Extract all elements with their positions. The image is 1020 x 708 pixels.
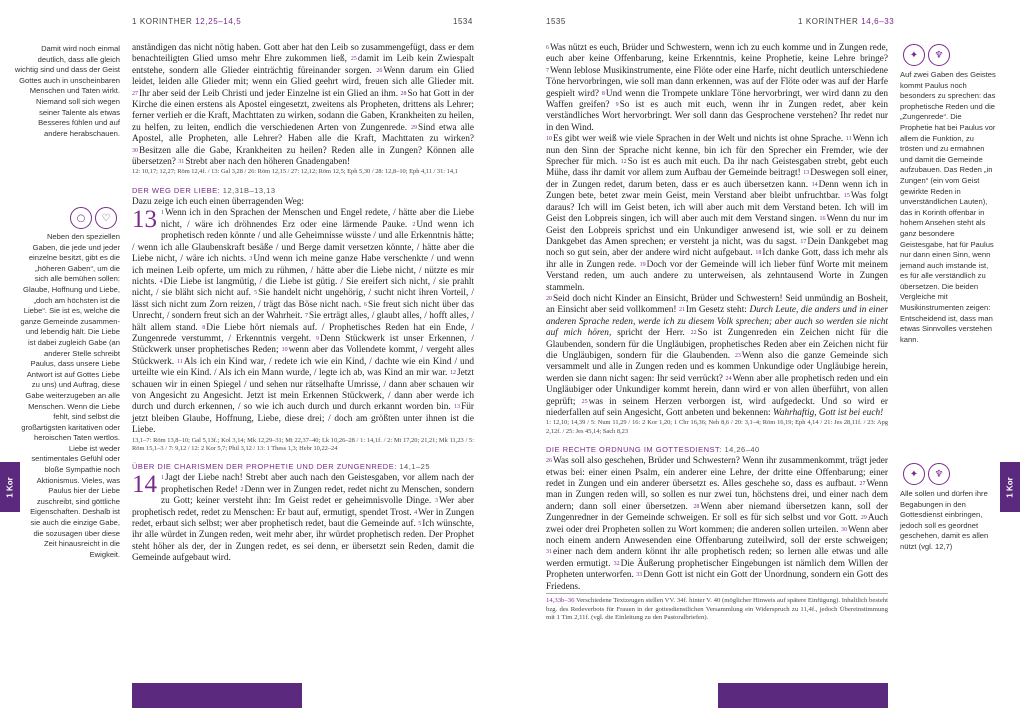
dove-icon-2: ✦ — [903, 463, 925, 485]
right-page-number: 1535 — [546, 17, 566, 26]
right-runhead-book: 1 KORINTHER — [798, 17, 859, 26]
left-runhead-ref: 12,25–14,5 — [195, 17, 242, 26]
paragraph-14: 14 1Jagt der Liebe nach! Strebt aber auch nach den Geistesgaben, vor allem nach der prophetischen Rede! 2Denn wer in Zungen redet, redet nicht zu Menschen, sondern zu Gott; keiner versteht ihn: Im Geist redet er geheimnisvolle Dinge. 3Wer aber prophetisch redet, redet zu Menschen: Er baut auf, ermutigt, spendet Trost. 4Wer in Zungen redet, erbaut sich selbst; wer aber prophetisch redet, baut die Gemeinde auf. 5Ich wünschte, ihr alle würdet in Zungen reden, weit mehr aber, ihr würdet prophetisch reden. Der Prophet steht höher als der, der in Zungen redet, es sei denn, er übersetzt sein Reden, damit die Gemeinde aufgebaut wird. — [132, 471, 474, 564]
paragraph-14-10: 10Es gibt wer weiß wie viele Sprachen in der Welt und nichts ist ohne Sprache. 11Wenn ich nun den Sinn der Sprache nicht kenne, bin ich für den Sprecher ein Fremder, wie der Sprecher für mich. 12So ist es auch mit euch. Da ihr nach Geistesgaben strebt, gebt euch Mühe, dass ihr damit vor allem zum Aufbau der Gemeinde beitragt! 13Deswegen soll einer, der in Zungen redet, darum beten, dass er es auch übersetzen kann. 14Denn wenn ich in Zungen bete, betet zwar mein Geist, mein Verstand aber bleibt unfruchtbar. 15Was folgt daraus? Ich will im Geist beten, ich will aber auch mit dem Verstand beten. Ich will im Geist den Lobpreis singen, ich will aber auch mit dem Verstand singen. 16Wenn du nur im Geist den Lobpreis sprichst und ein Unkundiger anwesend ist, wie soll er zu deinem Dankgebet das Amen sprechen; er versteht ja nicht, was du sagst. 17Dein Dankgebet mag noch so gut sein, aber der andere wird nicht aufgebaut. 18Ich danke Gott, dass ich mehr als ihr alle in Zungen rede. 19Doch vor der Gemeinde will ich lieber fünf Worte mit meinem Verstand reden, um auch andere zu unterweisen, als zehntausend Worte in Zungen stammeln. — [546, 134, 889, 293]
left-page-number: 1534 — [453, 17, 473, 26]
right-text-column — [546, 43, 888, 622]
right-margin-note-1: Auf zwei Gaben des Geistes kommt Paulus noch besonders zu sprechen: das prophetische Reden und die „Zungenrede“. Die Prophetie hat bei Paulus vor allem die Funktion, zu trösten und zu ermahnen und damit die Gemeinde aufzubauen. Das Reden „in Zungen“ (ein vom Geist gewirkte Reden in unverständlichen Lauten), das in Korinth offenbar in hohem Ansehen steht als ganz besondere Geistesgabe, hat für Paulus nur dann einen Sinn, wenn jemand auch imstande ist, es für alle verständlich zu übersetzen. Die beiden Vergleiche mit Musikinstrumenten zeigen: Entscheidend ist, dass man etwas Sinnvolles verstehen kann. — [900, 70, 996, 344]
lyre-icon-2: ♆ — [928, 463, 950, 485]
right-page — [510, 0, 1020, 708]
left-cross-references-1: 12: 10,17; 12,27; Röm 12,4f. / 13: Gal 3,28 / 26: Röm 12,15 / 27: 12,12; Röm 12,5; Eph 5,30 / 28: 12,8–10; Eph 4,11 / 31: 14,1 — [132, 168, 458, 176]
right-running-head — [798, 17, 894, 26]
left-margin-note-2: Neben den speziellen Gaben, die jede und jeder einzelne besitzt, gibt es die „höheren Gaben“, um die sich alle bemühen sollen: Glaube, Hoffnung und Liebe, „doch am höchsten ist die Liebe“. Sie ist es, welche die ganze Gemeinde zusammen- und lebendig hält. Die Liebe ist dabei zugleich Gabe (an anderer Stelle schreibt Paulus, dass unsere Liebe Antwort ist auf Gottes Liebe zu uns) und Auftrag, diese Gabe weiterzugeben an alle Menschen. Wenn die Liebe fehlt, sind selbst die großartigsten karitativen oder heroischen Taten wertlos. Liebe ist weder sentimentales Gefühl oder bloße Sympathie noch Aktionismus. Vieles, was Paulus hier der Liebe zuschreibt, sind göttliche Eigenschaften. Deshalb ist sie auch die einzige Gabe, die sozusagen über diese Zeit hinausreicht in die Ewigkeit. — [20, 232, 120, 559]
paragraph-13: 13 1Wenn ich in den Sprachen der Menschen und Engel redete, / hätte aber die Liebe nicht, / wäre ich dröhnendes Erz oder eine lärmende Pauke. 2Und wenn ich prophetisch reden könnte / und alle Geheimnisse wüsste / und alle Erkenntnis hätte; / wenn ich alle Glaubenskraft besäße / und Berge damit versetzen könnte, / hätte aber die Liebe nicht, / wäre ich nichts. 3Und wenn ich meine ganze Habe verschenkte / und wenn ich meinen Leib opferte, um mich zu rühmen, / hätte aber die Liebe nicht, / nützte es mir nichts. 4Die Liebe ist langmütig, / die Liebe ist gütig. / Sie ereifert sich nicht, / sie prahlt nicht, / sie bläht sich nicht auf. 5Sie handelt nicht ungehörig, / sucht nicht ihren Vorteil, / lässt sich nicht zum Zorn reizen, / trägt das Böse nicht nach. 6Sie freut sich nicht über das Unrecht, / sondern freut sich an der Wahrheit. 7Sie erträgt alles, / glaubt alles, / hofft alles, / hält allem stand. 8Die Liebe hört niemals auf. / Prophetisches Reden hat ein Ende, / Zungenrede verstummt, / Erkenntnis vergeht. 9Denn Stückwerk ist unser Erkennen, / Stückwerk unser prophetisches Reden; 10wenn aber das Vollendete kommt, / vergeht alles Stückwerk. 11Als ich ein Kind war, / redete ich wie ein Kind, / dachte wie ein Kind / und urteilte wie ein Kind. / Als ich ein Mann wurde, / legte ich ab, was Kind an mir war. 12Jetzt schauen wir in einen Spiegel / und sehen nur rätselhafte Umrisse, / dann aber schauen wir von Angesicht zu Angesicht. Jetzt ist mein Erkennen Stückwerk, / dann aber werde ich durch und durch erkennen, / so wie ich auch durch und durch erkannt worden bin. 13Für jetzt bleiben Glaube, Hoffnung, Liebe, diese drei; / doch am größten unter ihnen ist die Liebe. — [132, 206, 475, 436]
chapter-number-14: 14 — [132, 471, 157, 499]
left-runhead-book: 1 KORINTHER — [132, 17, 193, 26]
left-margin-note-1: Damit wird noch einmal deutlich, dass alle gleich wichtig sind und dass der Geist Gottes auch in unscheinbaren Menschen und Taten wirkt. Niemand soll sich wegen seiner Talente als etwas Besseres fühlen und auf andere herabschauen. — [14, 44, 120, 138]
right-margin-note-2: Alle sollen und dürfen ihre Begabungen in den Gottesdienst einbringen, jedoch soll es geordnet geschehen, damit es allen nützt (vgl. 12,7) — [900, 489, 989, 551]
paragraph-12: anständigen das nicht nötig haben. Gott aber hat den Leib so zusammengefügt, dass er dem benachteiligten Glied umso mehr Ehre zukommen ließ, 25damit im Leib kein Zwiespalt entstehe, sondern alle Glieder einträchtig füreinander sorgen. 26Wenn darum ein Glied leidet, leiden alle Glieder mit; wenn ein Glied geehrt wird, freuen sich alle Glieder mit. 27Ihr aber seid der Leib Christi und jeder Einzelne ist ein Glied an ihm. 28So hat Gott in der Kirche die einen erstens als Apostel eingesetzt, zweitens als Propheten, drittens als Lehrer; ferner verlieh er die Kraft, Machttaten zu wirken, sodann die Gaben, Krankheiten zu heilen, zu helfen, zu leiten, endlich die verschiedenen Arten von Zungenrede. 29Sind etwa alle Apostel, alle Propheten, alle Lehrer? Haben alle die Kraft, Machttaten zu wirken? 30Besitzen alle die Gabe, Krankheiten zu heilen? Reden alle in Zungen? Können alle übersetzen? 31Strebt aber nach den höheren Gnadengaben! — [132, 43, 475, 168]
left-book-tab[interactable]: 1 Kor — [0, 462, 20, 512]
paragraph-14-20: 20Seid doch nicht Kinder an Einsicht, Brüder und Schwestern! Seid unmündig an Bosheit, an Einsicht aber seid vollkommen! 21Im Gesetz steht: Durch Leute, die anders und in einer anderen Sprache reden, werde ich zu diesem Volk sprechen; aber auch so werden sie nicht auf mich hören, spricht der Herr. 22So ist Zungenreden ein Zeichen nicht für die Glaubenden, sondern für die Ungläubigen, prophetisches Reden aber ein Zeichen nicht für die Ungläubigen, sondern für die Glaubenden. 23Wenn also die ganze Gemeinde sich versammelt und alle in Zungen reden und es kommen Unkundige oder Ungläubige herein, werden sie dann nicht sagen: Ihr seid verrückt? 24Wenn aber alle prophetisch reden und ein Ungläubiger oder Unkundiger kommt herein, dann wird er von allen überführt, von allen geprüft; 25was in seinem Herzen verborgen ist, wird aufgedeckt. Und so wird er niederfallen auf sein Angesicht, Gott anbeten und bekennen: Wahrhaftig, Gott ist bei euch! — [546, 293, 889, 418]
intro-13: Dazu zeige ich euch einen überragenden Weg: — [132, 197, 305, 208]
chapter-number-13: 13 — [132, 206, 157, 234]
section-heading-love: DER WEG DER LIEBE: 12,31B–13,13 — [132, 185, 276, 195]
right-book-tab[interactable]: 1 Kor — [1000, 462, 1020, 512]
right-bottom-bar — [718, 683, 888, 708]
lyre-icon: ♆ — [928, 44, 950, 66]
right-runhead-ref: 14,6–33 — [861, 17, 895, 26]
paragraph-14-cont: 6Was nützt es euch, Brüder und Schwestern, wenn ich zu euch komme und in Zungen rede, euch aber keine Offenbarung, keine Erkenntnis, keine Prophetie, keine Lehre bringe? 7Wenn leblose Musikinstrumente, eine Flöte oder eine Harfe, nicht deutlich unterschiedene Töne hervorbringen, wie soll man dann erkennen, was auf der Flöte oder was auf der Harfe gespielt wird? 8Und wenn die Trompete unklare Töne hervorbringt, wer wird dann zu den Waffen greifen? 9So ist es auch mit euch, wenn ihr in Zungen redet, aber kein verständliches Wort hervorbringt. Wer soll dann das Gesprochene verstehen? Ihr redet nur in den Wind. — [546, 43, 889, 133]
left-text-column — [132, 43, 474, 565]
dove-icon: ✦ — [903, 44, 925, 66]
left-running-head — [132, 17, 241, 26]
section-heading-charisms: ÜBER DIE CHARISMEN DER PROPHETIE UND DER ZUNGENREDE: 14,1–25 — [132, 462, 430, 472]
footnote: 14,33b–36 Verschiedene Textzeugen stellen VV. 34f. hinter V. 40 (möglicher Hinweis auf spätere Einfügung). Inhaltlich besteht bzg. des Redeverbots für Frauen in der gottesdienstlichen Versammlung ein Widerspruch zu 11,4f., jedoch Übereinstimmung mit 1 Tim 2,11f. (vgl. die Einleitung zu den Pastoralbriefen). — [546, 593, 888, 622]
section-heading-order: DIE RECHTE ORDNUNG IM GOTTESDIENST: 14,26–40 — [546, 444, 760, 454]
left-bottom-bar — [132, 683, 302, 708]
heart-icon: ♡ — [95, 207, 117, 229]
paragraph-14-26: 26Was soll also geschehen, Brüder und Schwestern? Wenn ihr zusammenkommt, trägt jeder etwas bei: einer einen Psalm, ein anderer eine Lehre, der dritte eine Offenbarung; einer redet in Zungen und ein anderer übersetzt es. Alles geschehe so, dass es aufbaut. 27Wenn man in Zungen reden will, so sollen es nur zwei tun, höchstens drei, und einer nach dem andern; dann soll einer übersetzen. 28Wenn aber niemand übersetzen kann, soll der Zungenredner in der Gemeinde schweigen. Er soll es für sich selbst und vor Gott. 29Auch zwei oder drei Propheten sollen zu Wort kommen; die anderen sollen urteilen. 30Wenn aber noch einem andern Anwesenden eine Offenbarung zuteilwird, soll der erste schweigen; 31einer nach dem andern könnt ihr alle prophetisch reden; so lernen alle etwas und alle werden ermutigt. 32Die Äußerung prophetischer Eingebungen ist nämlich dem Willen der Propheten unterworfen. 33Denn Gott ist nicht ein Gott der Unordnung, sondern ein Gott des Friedens. — [546, 456, 889, 592]
left-cross-references-2: 13,1–7: Röm 13,8–10; Gal 5,13f.; Kol 3,14; Mk 12,29–31; Mt 22,37–40; Lk 10,26–28 / 1: 14,1f. / 2: Mt 17,20; 21,21; Mk 11,23 / 5: Röm 15,1–3 / 7: 9,12 / 12: 2 Kor 5,7; Phil 3,12 / 13: 1 Thess 1,3; Hebr 10,22–24 — [132, 436, 474, 452]
circle-icon: ○ — [70, 207, 92, 229]
right-cross-references: 1: 12,10; 14,39 / 5: Num 11,29 / 16: 2 Kor 1,20; 1 Chr 16,36; Neh 8,6 / 20: 3,1–4; Röm 16,19; Eph 4,14 / 21: Jes 28,11f. / 23: Apg 2,12f. / 25: Jes 45,14; Sach 8,23 — [546, 419, 888, 435]
